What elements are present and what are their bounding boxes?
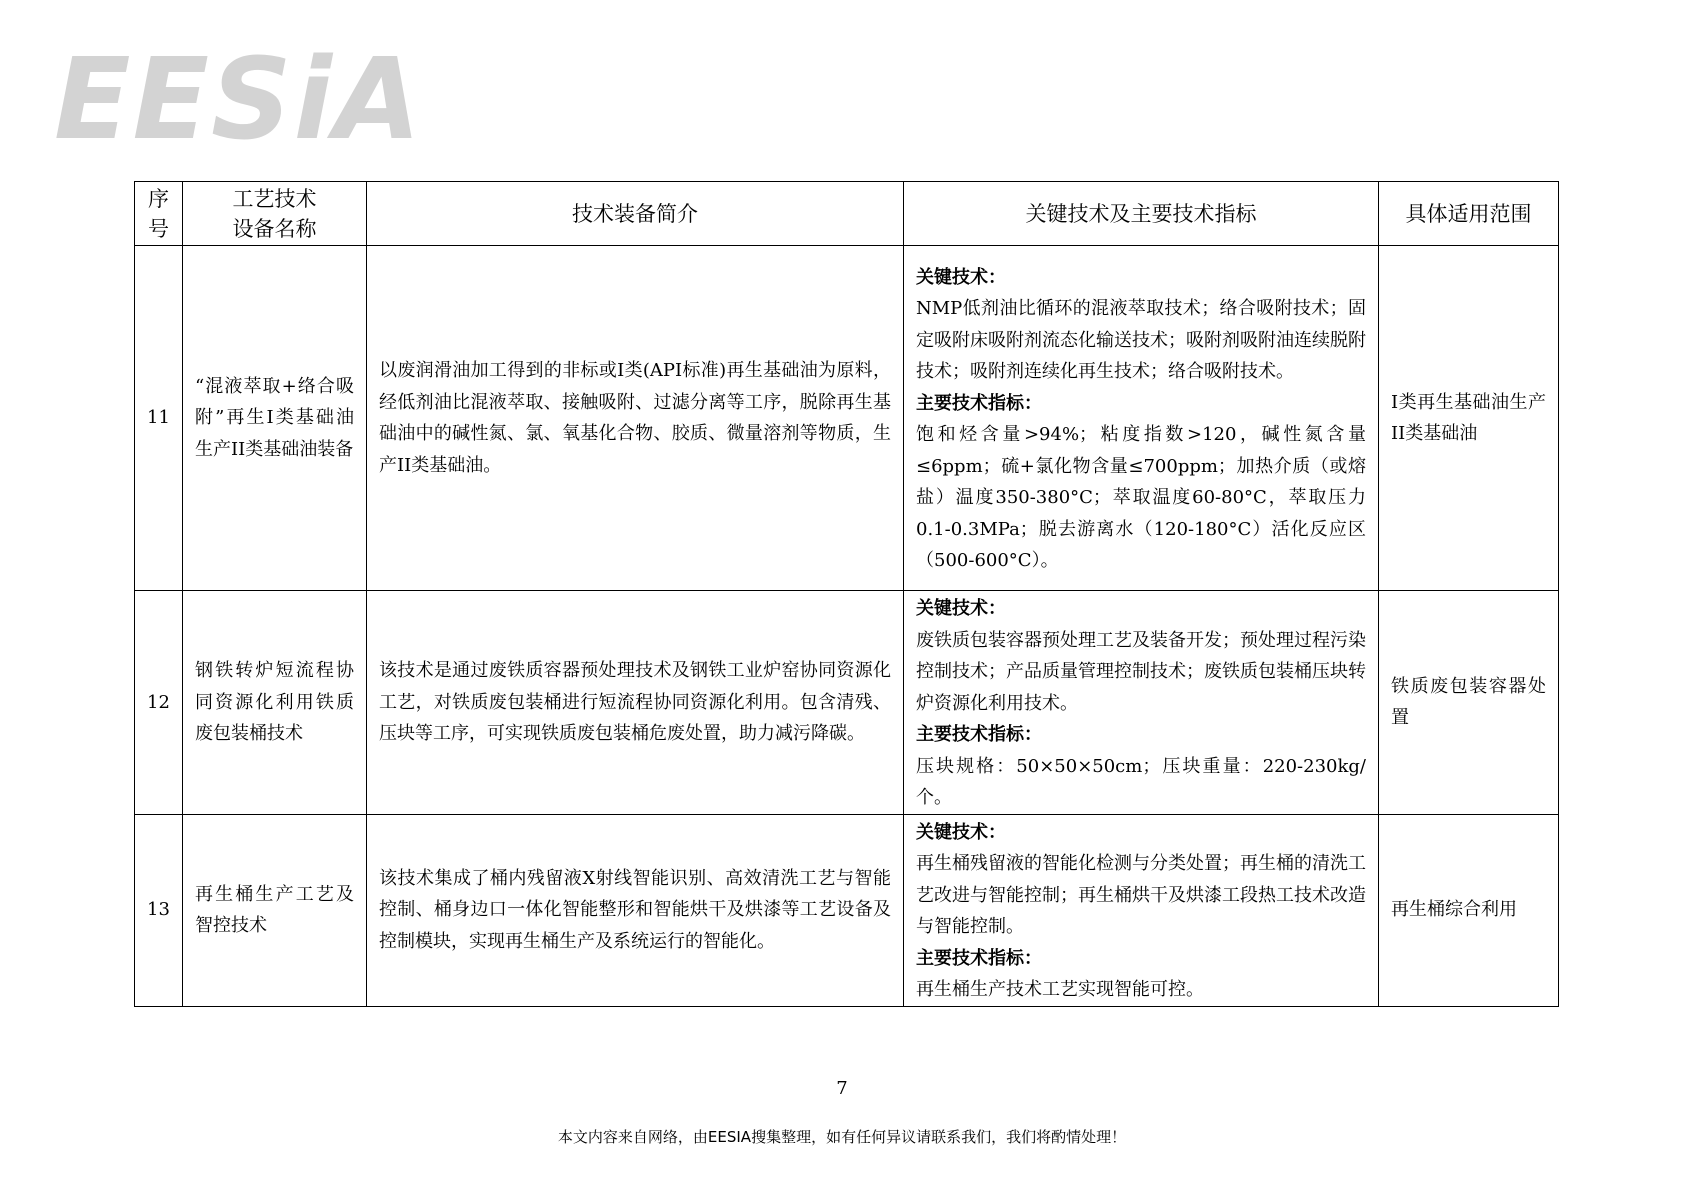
scope: 再生桶综合利用 <box>1379 814 1559 1006</box>
footer-note: 本文内容来自网络，由EESIA搜集整理，如有任何异议请联系我们，我们将酌情处理！ <box>557 1128 1127 1146</box>
tech-intro: 该技术集成了桶内残留液X射线智能识别、高效清洗工艺与智能控制、桶身边口一体化智能整形和智能烘干及烘漆等工艺设备及控制模块，实现再生桶生产及系统运行的智能化。 <box>367 814 904 1006</box>
tech-intro: 该技术是通过废铁质容器预处理技术及钢铁工业炉窑协同资源化工艺，对铁质废包装桶进行短流程协同资源化利用。包含清残、压块等工序，可实现铁质废包装桶危废处置，助力减污降碳。 <box>367 591 904 815</box>
tech-index-label: 主要技术指标： <box>916 947 1042 969</box>
key-tech-label: 关键技术： <box>916 821 1006 843</box>
row-number: 13 <box>135 814 183 1006</box>
header-scope: 具体适用范围 <box>1379 182 1559 246</box>
key-tech-cell <box>904 591 1379 815</box>
scope: 铁质废包装容器处置 <box>1379 591 1559 815</box>
table-header-row <box>135 182 1559 246</box>
table-row <box>135 591 1559 815</box>
header-no: 序号 <box>135 182 183 246</box>
tech-name: “混液萃取+络合吸附”再生I类基础油生产II类基础油装备 <box>183 246 367 591</box>
eesia-logo: EESiA <box>54 35 423 165</box>
tech-name: 再生桶生产工艺及智控技术 <box>183 814 367 1006</box>
key-tech-cell <box>904 814 1379 1006</box>
tech-index-text: 饱和烃含量>94%；粘度指数>120，碱性氮含量≤6ppm；硫+氯化物含量≤700ppm；加热介质（或熔盐）温度350-380°C；萃取温度60-80°C，萃取压力0.1-0.3MPa；脱去游离水（120-180°C）活化反应区（500-600°C）。 <box>916 424 1366 571</box>
tech-index-label: 主要技术指标： <box>916 392 1042 414</box>
tech-name: 钢铁转炉短流程协同资源化利用铁质废包装桶技术 <box>183 591 367 815</box>
tech-index-text: 再生桶生产技术工艺实现智能可控。 <box>916 979 1204 1000</box>
tech-index-label: 主要技术指标： <box>916 724 1042 745</box>
page-number: 7 <box>836 1078 848 1099</box>
tech-index-text: 压块规格：50×50×50cm；压块重量：220-230kg/个。 <box>916 755 1366 808</box>
header-name: 工艺技术设备名称 <box>183 182 367 246</box>
key-tech-label: 关键技术： <box>916 266 1006 288</box>
row-number: 11 <box>135 246 183 591</box>
header-key: 关键技术及主要技术指标 <box>904 182 1379 246</box>
key-tech-text: 废铁质包装容器预处理工艺及装备开发；预处理过程污染控制技术；产品质量管理控制技术；废铁质包装桶压块转炉资源化利用技术。 <box>916 629 1366 714</box>
row-number: 12 <box>135 591 183 815</box>
header-intro: 技术装备简介 <box>367 182 904 246</box>
table-row <box>135 814 1559 1006</box>
key-tech-label: 关键技术： <box>916 598 1006 619</box>
tech-intro: 以废润滑油加工得到的非标或I类(API标准)再生基础油为原料，经低剂油比混液萃取、接触吸附、过滤分离等工序，脱除再生基础油中的碱性氮、氯、氧基化合物、胶质、微量溶剂等物质，生产II类基础油。 <box>367 246 904 591</box>
key-tech-text: NMP低剂油比循环的混液萃取技术；络合吸附技术；固定吸附床吸附剂流态化输送技术；吸附剂吸附油连续脱附技术；吸附剂连续化再生技术；络合吸附技术。 <box>916 298 1366 382</box>
scope: I类再生基础油生产II类基础油 <box>1379 246 1559 591</box>
technology-table <box>134 181 1559 1007</box>
table-row <box>135 246 1559 591</box>
key-tech-text: 再生桶残留液的智能化检测与分类处置；再生桶的清洗工艺改进与智能控制；再生桶烘干及烘漆工段热工技术改造与智能控制。 <box>916 853 1366 937</box>
key-tech-cell <box>904 246 1379 591</box>
